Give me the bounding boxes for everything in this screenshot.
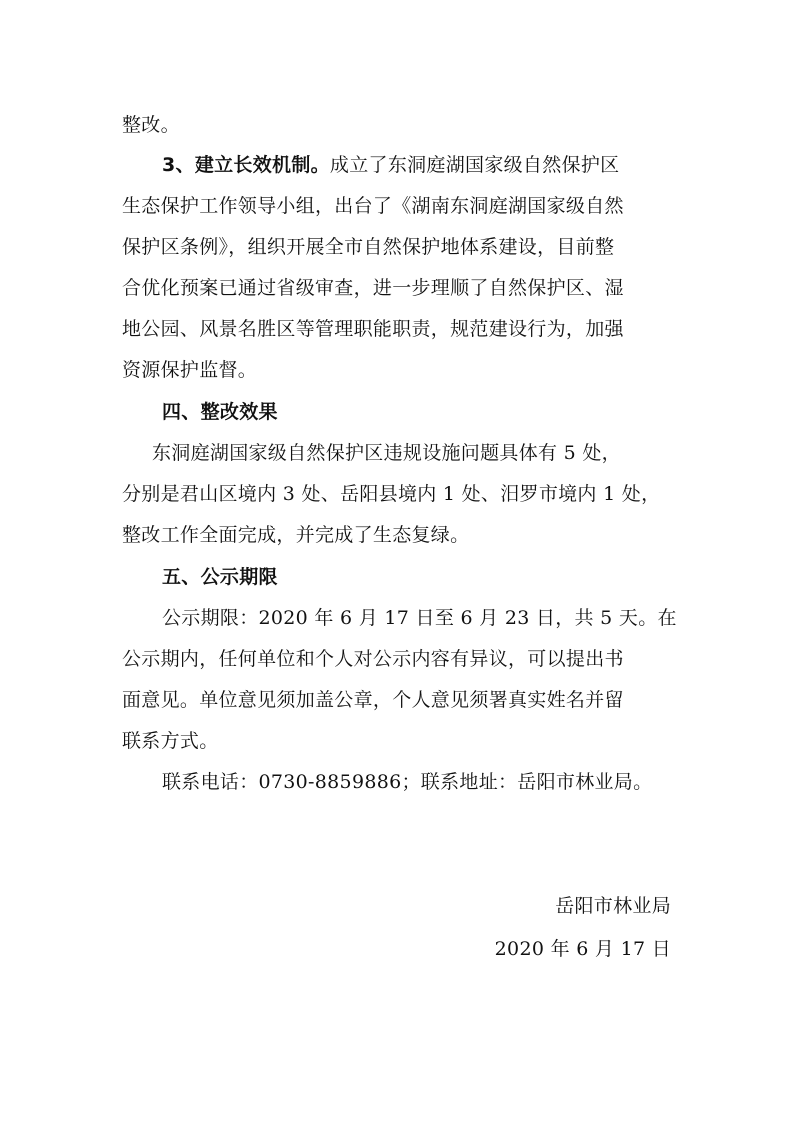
item3-line-1: [162, 150, 722, 177]
item3-text: 成立了东洞庭湖国家级自然保护区: [329, 154, 620, 176]
section4-line-3: 整改工作全面完成，并完成了生态复绿。: [122, 524, 470, 546]
section5-line-4: 联系方式。: [122, 730, 219, 752]
section5-line-2: 公示期内，任何单位和个人对公示内容有异议，可以提出书: [122, 648, 624, 670]
item3-line-4: 合优化预案已通过省级审查，进一步理顺了自然保护区、湿: [122, 277, 624, 299]
item3-line-6: 资源保护监督。: [122, 359, 258, 381]
contact-line: 联系电话：0730-8859886；联系地址：岳阳市林业局。: [162, 771, 653, 793]
section4-line-2: 分别是君山区境内 3 处、岳阳县境内 1 处、汨罗市境内 1 处，: [122, 483, 661, 505]
section5-line-1: 公示期限：2020 年 6 月 17 日至 6 月 23 日，共 5 天。在: [162, 607, 677, 629]
section4-heading: 四、整改效果: [162, 401, 278, 423]
section5-line-3: 面意见。单位意见须加盖公章，个人意见须署真实姓名并留: [122, 689, 624, 711]
item3-line-3: 保护区条例》，组织开展全市自然保护地体系建设，目前整: [122, 236, 615, 258]
signature-org: 岳阳市林业局: [555, 895, 671, 917]
section5-heading: 五、公示期限: [162, 566, 278, 588]
item3-line-2: 生态保护工作领导小组，出台了《湖南东洞庭湖国家级自然: [122, 195, 624, 217]
item3-line-5: 地公园、风景名胜区等管理职能职责，规范建设行为，加强: [122, 318, 624, 340]
item3-heading: 3、建立长效机制。: [162, 154, 330, 176]
section4-line-1: 东洞庭湖国家级自然保护区违规设施问题具体有 5 处，: [152, 442, 621, 464]
signature-date: 2020 年 6 月 17 日: [494, 938, 671, 960]
paragraph-line: 整改。: [122, 114, 180, 136]
